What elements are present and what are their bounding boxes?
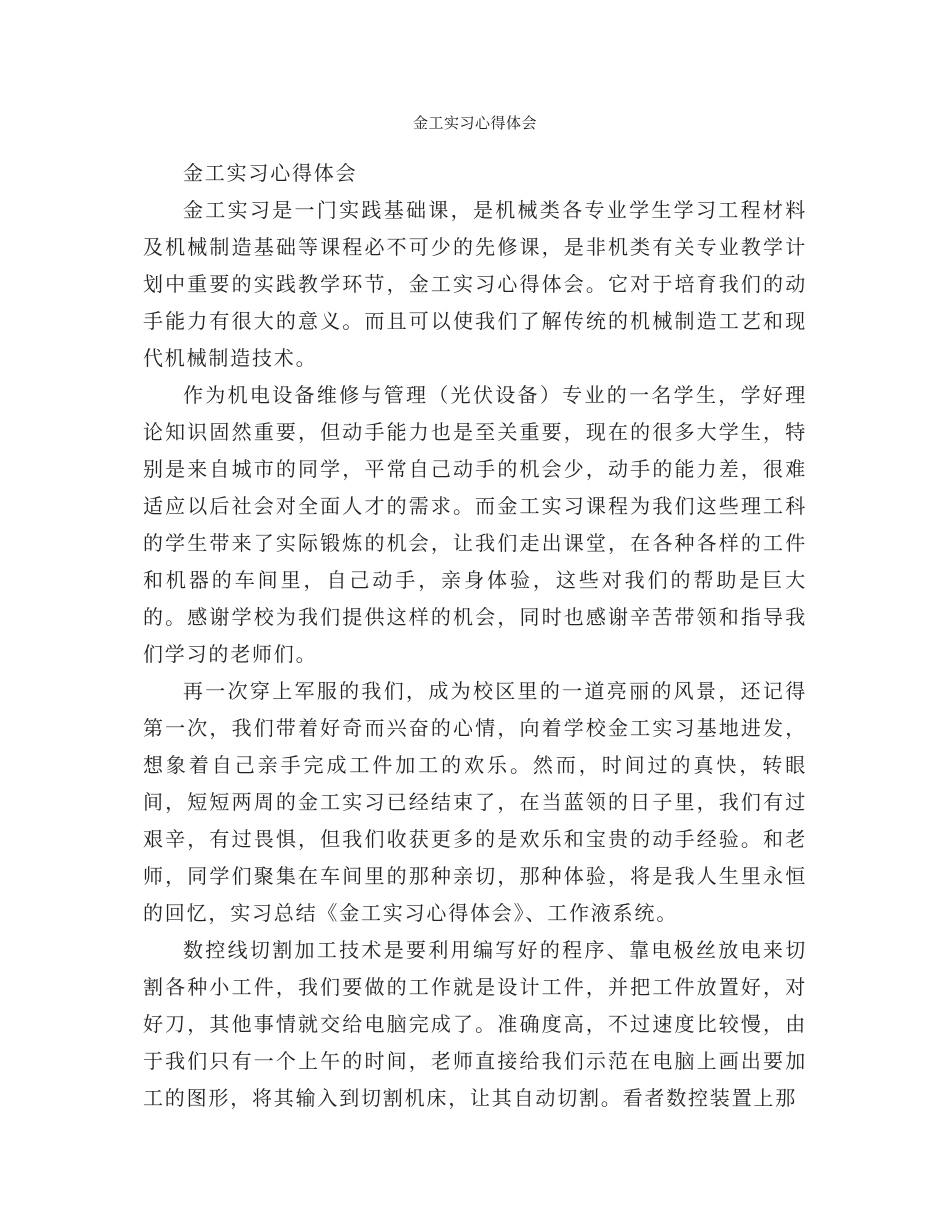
- page-header: 金工实习心得体会: [412, 114, 537, 132]
- paragraph-intro: 金工实习是一门实践基础课，是机械类各专业学生学习工程材料及机械制造基础等课程必不可少的先修课，是非机类有关专业教学计划中重要的实践教学环节，金工实习心得体会。它对于培育我们的动手能力有很大的意义。而且可以使我们了解传统的机械制造工艺和现代机械制造技术。: [143, 198, 807, 370]
- paragraph-cnc-cutting: 数控线切割加工技术是要利用编写好的程序、靠电极丝放电来切割各种小工件，我们要做的工作就是设计工件，并把工件放置好，对好刀，其他事情就交给电脑完成了。准确度高，不过速度比较慢，由于我们只有一个上午的时间，老师直接给我们示范在电脑上画出要加工的图形，将其输入到切割机床，让其自动切割。看者数控装置上那: [143, 938, 807, 1110]
- document-body: [143, 155, 807, 1117]
- document-heading-paragraph: 金工实习心得体会: [183, 161, 358, 185]
- paragraph-major: 作为机电设备维修与管理（光伏设备）专业的一名学生，学好理论知识固然重要，但动手能力也是至关重要，现在的很多大学生，特别是来自城市的同学，平常自己动手的机会少，动手的能力差，很难适应以后社会对全面人才的需求。而金工实习课程为我们这些理工科的学生带来了实际锻炼的机会，让我们走出课堂，在各种各样的工件和机器的车间里，自己动手，亲身体验，这些对我们的帮助是巨大的。感谢学校为我们提供这样的机会，同时也感谢辛苦带领和指导我们学习的老师们。: [143, 383, 807, 666]
- paragraph-memory: 再一次穿上军服的我们，成为校区里的一道亮丽的风景，还记得第一次，我们带着好奇而兴奋的心情，向着学校金工实习基地进发，想象着自己亲手完成工件加工的欢乐。然而，时间过的真快，转眼间，短短两周的金工实习已经结束了，在当蓝领的日子里，我们有过艰辛，有过畏惧，但我们收获更多的是欢乐和宝贵的动手经验。和老师，同学们聚集在车间里的那种亲切，那种体验，将是我人生里永恒的回忆，实习总结《金工实习心得体会》、工作液系统。: [143, 679, 807, 925]
